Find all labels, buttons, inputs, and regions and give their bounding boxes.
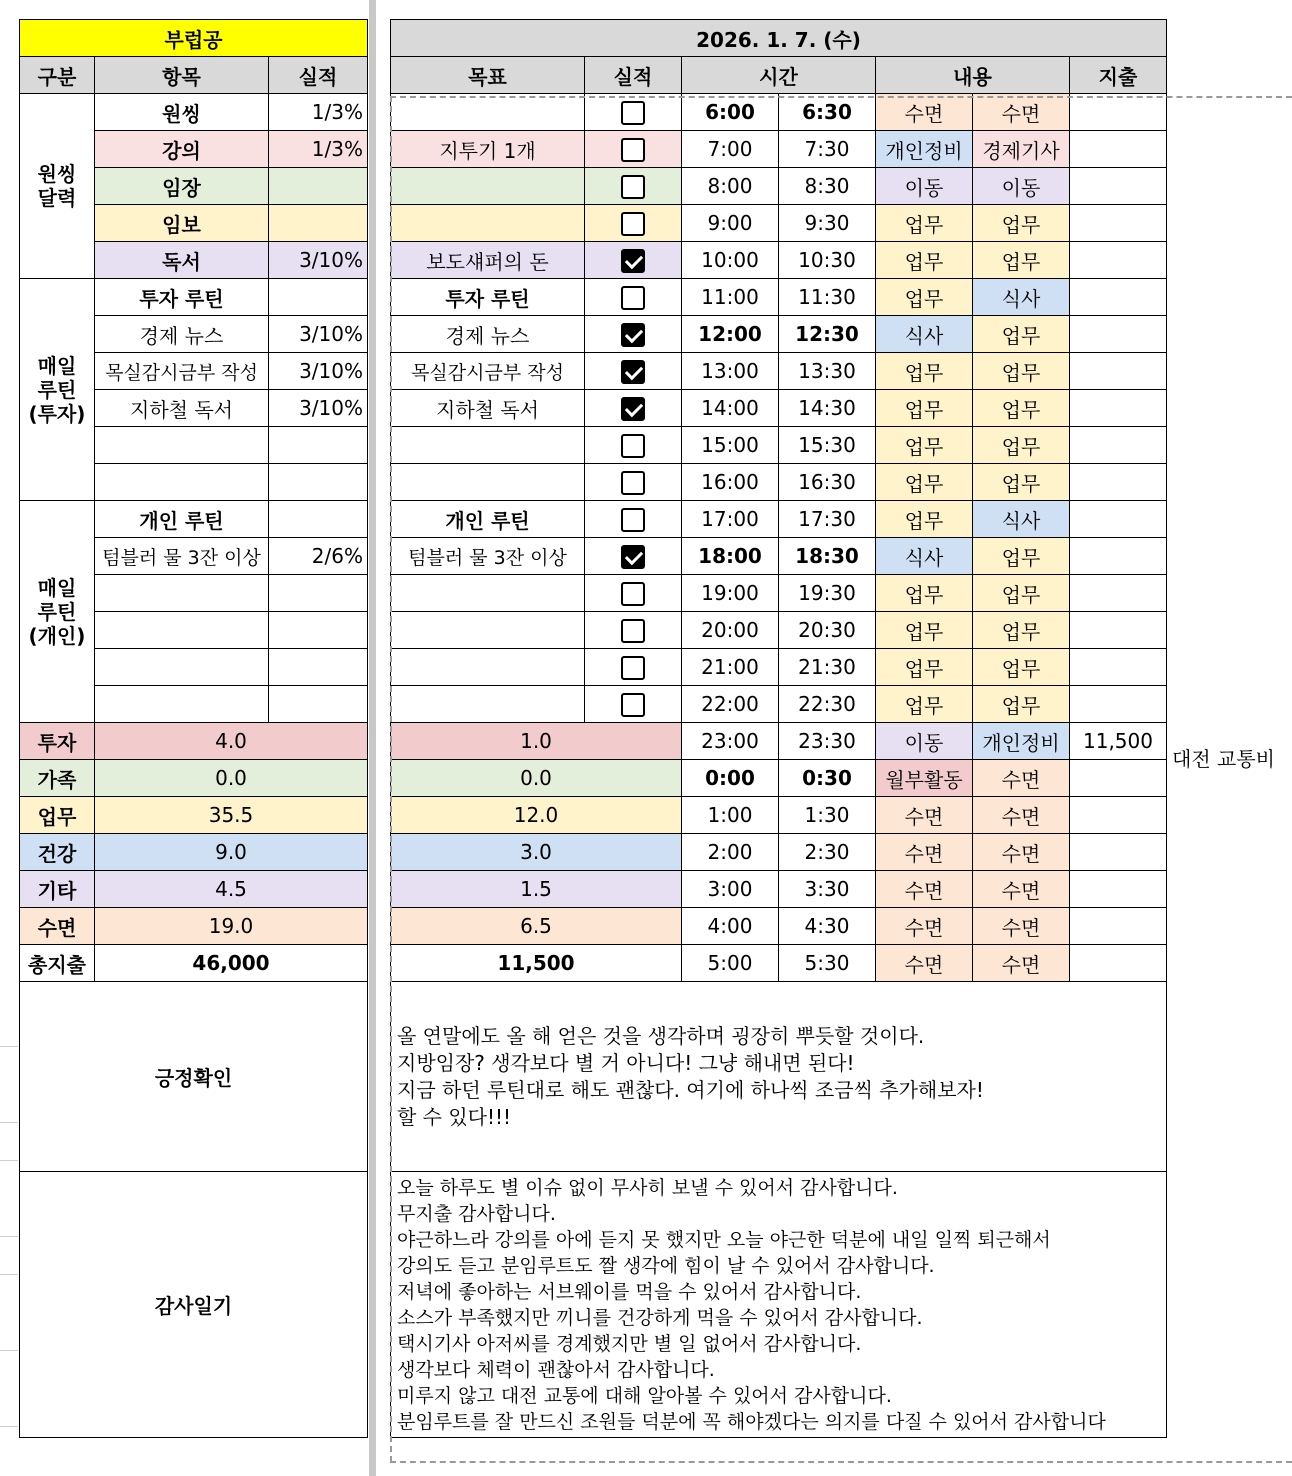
spend-cell[interactable] <box>1070 760 1167 797</box>
panel-separator <box>369 0 376 1476</box>
time-half-cell[interactable]: 18:30 <box>779 538 876 575</box>
spend-cell[interactable] <box>1070 316 1167 353</box>
time-half-cell[interactable]: 12:30 <box>779 316 876 353</box>
done-cell <box>585 390 682 427</box>
activity-cell[interactable]: 업무 <box>876 686 973 723</box>
unchecked-checkbox[interactable] <box>621 101 645 125</box>
result-cell[interactable] <box>269 575 368 612</box>
checked-checkbox[interactable] <box>621 249 645 273</box>
affirmation-line: 할 수 있다!!! <box>397 1104 512 1129</box>
summary-value-sleep[interactable]: 19.0 <box>95 908 368 945</box>
summary-value-family[interactable]: 0.0 <box>95 760 368 797</box>
goal-cell[interactable]: 목실감시금부 작성 <box>391 353 585 390</box>
goal-cell[interactable]: 1.0 <box>391 723 682 760</box>
gratitude-line: 야근하느라 강의를 아에 듣지 못 했지만 오늘 야근한 덕분에 내일 일찍 퇴근해서 <box>397 1228 1051 1251</box>
activity-cell[interactable]: 업무 <box>973 316 1070 353</box>
done-cell <box>585 612 682 649</box>
result-cell[interactable] <box>269 427 368 464</box>
header-time[interactable]: 시간 <box>682 57 876 94</box>
selection-border-bottom <box>390 1461 1292 1463</box>
time-start-cell[interactable]: 0:00 <box>682 760 779 797</box>
left-summary-panel <box>19 19 368 1438</box>
schedule-row <box>391 871 1167 908</box>
result-cell[interactable]: 3/10% <box>269 242 368 279</box>
time-half-cell[interactable]: 2:30 <box>779 834 876 871</box>
gratitude-label[interactable]: 감사일기 <box>20 1172 368 1438</box>
goal-cell[interactable]: 보도섀퍼의 돈 <box>391 242 585 279</box>
spend-cell[interactable] <box>1070 575 1167 612</box>
goal-cell[interactable]: 3.0 <box>391 834 682 871</box>
time-half-cell[interactable]: 1:30 <box>779 797 876 834</box>
checked-checkbox[interactable] <box>621 360 645 384</box>
summary-label-sleep[interactable]: 수면 <box>20 908 95 945</box>
activity-cell[interactable]: 업무 <box>973 390 1070 427</box>
spend-cell[interactable] <box>1070 501 1167 538</box>
sheet-gridline <box>0 1426 18 1427</box>
activity-cell[interactable]: 업무 <box>973 427 1070 464</box>
sheet-gridline <box>0 1046 18 1047</box>
item-cell[interactable]: 독서 <box>95 242 269 279</box>
goal-cell[interactable] <box>391 205 585 242</box>
activity-cell[interactable]: 수면 <box>973 945 1070 982</box>
spend-cell[interactable] <box>1070 797 1167 834</box>
goal-cell[interactable]: 지투기 1개 <box>391 131 585 168</box>
gratitude-line: 택시기사 아저씨를 경계했지만 별 일 없어서 감사합니다. <box>397 1332 862 1355</box>
header-item[interactable]: 항목 <box>95 57 269 94</box>
gratitude-line: 강의도 듣고 분임루트도 짤 생각에 힘이 날 수 있어서 감사합니다. <box>397 1254 935 1277</box>
time-start-cell[interactable]: 21:00 <box>682 649 779 686</box>
item-cell[interactable]: 목실감시금부 작성 <box>95 353 269 390</box>
schedule-row <box>391 390 1167 427</box>
activity-cell[interactable]: 수면 <box>876 797 973 834</box>
activity-cell[interactable]: 수면 <box>973 908 1070 945</box>
summary-value-health[interactable]: 9.0 <box>95 834 368 871</box>
time-half-cell[interactable]: 10:30 <box>779 242 876 279</box>
time-half-cell[interactable]: 13:30 <box>779 353 876 390</box>
schedule-row <box>391 501 1167 538</box>
activity-cell[interactable]: 업무 <box>876 353 973 390</box>
unchecked-checkbox[interactable] <box>621 619 645 643</box>
summary-value-etc[interactable]: 4.5 <box>95 871 368 908</box>
schedule-row <box>391 686 1167 723</box>
spend-cell[interactable] <box>1070 649 1167 686</box>
header-category[interactable]: 구분 <box>20 57 95 94</box>
goal-cell[interactable] <box>391 168 585 205</box>
time-half-cell[interactable]: 15:30 <box>779 427 876 464</box>
activity-cell[interactable]: 업무 <box>876 279 973 316</box>
result-cell[interactable]: 3/10% <box>269 390 368 427</box>
affirmation-line: 지금 하던 루틴대로 해도 괜찮다. 여기에 하나씩 조금씩 추가해보자! <box>397 1077 984 1102</box>
done-cell <box>585 205 682 242</box>
time-start-cell[interactable]: 5:00 <box>682 945 779 982</box>
activity-cell[interactable]: 업무 <box>876 649 973 686</box>
spend-cell[interactable]: 11,500 <box>1070 723 1167 760</box>
spend-cell[interactable] <box>1070 871 1167 908</box>
goal-cell[interactable]: 투자 루틴 <box>391 279 585 316</box>
activity-cell[interactable]: 수면 <box>973 834 1070 871</box>
done-cell <box>585 427 682 464</box>
gratitude-line: 생각보다 체력이 괜찮아서 감사합니다. <box>397 1358 715 1381</box>
activity-cell[interactable]: 개인정비 <box>876 131 973 168</box>
activity-cell[interactable]: 수면 <box>973 94 1070 131</box>
activity-cell[interactable]: 업무 <box>876 242 973 279</box>
spend-cell[interactable] <box>1070 945 1167 982</box>
time-start-cell[interactable]: 10:00 <box>682 242 779 279</box>
gratitude-line: 오늘 하루도 별 이슈 없이 무사히 보낼 수 있어서 감사합니다. <box>397 1176 898 1199</box>
activity-cell[interactable]: 업무 <box>973 538 1070 575</box>
done-cell <box>585 94 682 131</box>
item-cell[interactable] <box>95 464 269 501</box>
time-start-cell[interactable]: 9:00 <box>682 205 779 242</box>
spend-cell[interactable] <box>1070 427 1167 464</box>
schedule-row <box>391 464 1167 501</box>
sheet-gridline <box>0 1274 18 1275</box>
activity-cell[interactable]: 업무 <box>973 464 1070 501</box>
result-cell[interactable] <box>269 501 368 538</box>
item-cell[interactable]: 임장 <box>95 168 269 205</box>
item-cell[interactable] <box>95 575 269 612</box>
time-start-cell[interactable]: 11:00 <box>682 279 779 316</box>
unchecked-checkbox[interactable] <box>621 138 645 162</box>
affirmation-line: 올 연말에도 올 해 얻은 것을 생각하며 굉장히 뿌듯할 것이다. <box>397 1023 925 1048</box>
result-cell[interactable]: 3/10% <box>269 353 368 390</box>
time-half-cell[interactable]: 3:30 <box>779 871 876 908</box>
item-cell[interactable]: 투자 루틴 <box>95 279 269 316</box>
done-cell <box>585 538 682 575</box>
time-start-cell[interactable]: 12:00 <box>682 316 779 353</box>
unchecked-checkbox[interactable] <box>621 286 645 310</box>
activity-cell[interactable]: 업무 <box>876 427 973 464</box>
time-start-cell[interactable]: 13:00 <box>682 353 779 390</box>
time-half-cell[interactable]: 17:30 <box>779 501 876 538</box>
time-half-cell[interactable]: 4:30 <box>779 908 876 945</box>
time-half-cell[interactable]: 16:30 <box>779 464 876 501</box>
summary-label-etc[interactable]: 기타 <box>20 871 95 908</box>
done-cell <box>585 131 682 168</box>
result-cell[interactable]: 1/3% <box>269 131 368 168</box>
schedule-row <box>391 538 1167 575</box>
activity-cell[interactable]: 수면 <box>876 94 973 131</box>
schedule-row <box>391 94 1167 131</box>
group-daily-routine-invest[interactable]: 매일 루틴 (투자) <box>20 279 95 501</box>
done-cell <box>585 316 682 353</box>
activity-cell[interactable]: 식사 <box>876 316 973 353</box>
sheet-gridline <box>0 1236 18 1237</box>
goal-cell[interactable]: 텀블러 물 3잔 이상 <box>391 538 585 575</box>
time-half-cell[interactable]: 23:30 <box>779 723 876 760</box>
activity-cell[interactable]: 수면 <box>876 834 973 871</box>
goal-cell[interactable]: 경제 뉴스 <box>391 316 585 353</box>
time-start-cell[interactable]: 17:00 <box>682 501 779 538</box>
schedule-row <box>391 760 1167 797</box>
unchecked-checkbox[interactable] <box>621 508 645 532</box>
time-start-cell[interactable]: 6:00 <box>682 94 779 131</box>
done-cell <box>585 575 682 612</box>
spend-cell[interactable] <box>1070 131 1167 168</box>
schedule-row <box>391 316 1167 353</box>
done-cell <box>585 649 682 686</box>
schedule-row <box>391 279 1167 316</box>
result-cell[interactable] <box>269 612 368 649</box>
spend-cell[interactable] <box>1070 205 1167 242</box>
schedule-row <box>391 723 1167 760</box>
schedule-row <box>391 612 1167 649</box>
goal-cell[interactable]: 1.5 <box>391 871 682 908</box>
spend-cell[interactable] <box>1070 834 1167 871</box>
unchecked-checkbox[interactable] <box>621 582 645 606</box>
activity-cell[interactable]: 식사 <box>973 279 1070 316</box>
done-cell <box>585 279 682 316</box>
gratitude-line: 소스가 부족했지만 끼니를 건강하게 먹을 수 있어서 감사합니다. <box>397 1306 923 1329</box>
goal-cell[interactable] <box>391 94 585 131</box>
item-cell[interactable]: 지하철 독서 <box>95 390 269 427</box>
activity-cell[interactable]: 업무 <box>876 575 973 612</box>
time-start-cell[interactable]: 1:00 <box>682 797 779 834</box>
group-onething-calendar[interactable]: 원씽 달력 <box>20 94 95 279</box>
result-cell[interactable]: 2/6% <box>269 538 368 575</box>
activity-cell[interactable]: 업무 <box>876 612 973 649</box>
summary-label-health[interactable]: 건강 <box>20 834 95 871</box>
gratitude-line: 분임루트를 잘 만드신 조원들 덕분에 꼭 해야겠다는 의지를 다질 수 있어서 감사합니다 <box>397 1410 1106 1433</box>
summary-label-work[interactable]: 업무 <box>20 797 95 834</box>
sheet-gridline <box>0 1122 18 1123</box>
activity-cell[interactable]: 업무 <box>973 205 1070 242</box>
activity-cell[interactable]: 업무 <box>973 353 1070 390</box>
spend-cell[interactable] <box>1070 908 1167 945</box>
time-half-cell[interactable]: 7:30 <box>779 131 876 168</box>
schedule-row <box>391 131 1167 168</box>
schedule-row <box>391 168 1167 205</box>
sheet-gridline <box>0 1350 18 1351</box>
schedule-row <box>391 945 1167 982</box>
item-cell[interactable] <box>95 686 269 723</box>
left-title[interactable]: 부럽공 <box>20 20 368 57</box>
goal-cell[interactable]: 개인 루틴 <box>391 501 585 538</box>
time-start-cell[interactable]: 7:00 <box>682 131 779 168</box>
result-cell[interactable] <box>269 464 368 501</box>
item-cell[interactable]: 텀블러 물 3잔 이상 <box>95 538 269 575</box>
time-start-cell[interactable]: 20:00 <box>682 612 779 649</box>
goal-cell[interactable]: 12.0 <box>391 797 682 834</box>
item-cell[interactable]: 임보 <box>95 205 269 242</box>
item-cell[interactable]: 원씽 <box>95 94 269 131</box>
item-cell[interactable]: 경제 뉴스 <box>95 316 269 353</box>
selection-border-left <box>390 96 392 1462</box>
goal-cell[interactable] <box>391 427 585 464</box>
time-start-cell[interactable]: 22:00 <box>682 686 779 723</box>
summary-label-invest[interactable]: 투자 <box>20 723 95 760</box>
activity-cell[interactable]: 이동 <box>973 168 1070 205</box>
checked-checkbox[interactable] <box>621 397 645 421</box>
header-spend[interactable]: 지출 <box>1070 57 1167 94</box>
unchecked-checkbox[interactable] <box>621 693 645 717</box>
spend-cell[interactable] <box>1070 279 1167 316</box>
activity-cell[interactable]: 업무 <box>876 464 973 501</box>
date-header[interactable]: 2026. 1. 7. (수) <box>391 20 1167 57</box>
activity-cell[interactable]: 업무 <box>973 686 1070 723</box>
schedule-row <box>391 834 1167 871</box>
done-cell <box>585 242 682 279</box>
spend-side-note[interactable]: 대전 교통비 <box>1172 747 1275 771</box>
schedule-row <box>391 575 1167 612</box>
schedule-row <box>391 353 1167 390</box>
header-content[interactable]: 내용 <box>876 57 1070 94</box>
activity-cell[interactable]: 업무 <box>973 242 1070 279</box>
spend-cell[interactable] <box>1070 612 1167 649</box>
activity-cell[interactable]: 수면 <box>876 871 973 908</box>
spend-cell[interactable] <box>1070 353 1167 390</box>
goal-cell[interactable]: 0.0 <box>391 760 682 797</box>
header-done[interactable]: 실적 <box>585 57 682 94</box>
unchecked-checkbox[interactable] <box>621 212 645 236</box>
goal-cell[interactable]: 11,500 <box>391 945 682 982</box>
schedule-row <box>391 242 1167 279</box>
time-half-cell[interactable]: 14:30 <box>779 390 876 427</box>
activity-cell[interactable]: 수면 <box>973 871 1070 908</box>
activity-cell[interactable]: 업무 <box>876 390 973 427</box>
right-schedule-table <box>390 19 1167 1438</box>
header-goal[interactable]: 목표 <box>391 57 585 94</box>
spend-cell[interactable] <box>1070 538 1167 575</box>
result-cell[interactable]: 1/3% <box>269 94 368 131</box>
summary-value-invest[interactable]: 4.0 <box>95 723 368 760</box>
unchecked-checkbox[interactable] <box>621 175 645 199</box>
activity-cell[interactable]: 식사 <box>973 501 1070 538</box>
group-daily-routine-personal[interactable]: 매일 루틴 (개인) <box>20 501 95 723</box>
time-start-cell[interactable]: 15:00 <box>682 427 779 464</box>
gratitude-line: 미루지 않고 대전 교통에 대해 알아볼 수 있어서 감사합니다. <box>397 1384 892 1407</box>
activity-cell[interactable]: 수면 <box>876 908 973 945</box>
time-start-cell[interactable]: 2:00 <box>682 834 779 871</box>
time-start-cell[interactable]: 19:00 <box>682 575 779 612</box>
spend-cell[interactable] <box>1070 94 1167 131</box>
unchecked-checkbox[interactable] <box>621 656 645 680</box>
gratitude-text[interactable] <box>391 1172 1167 1438</box>
goal-cell[interactable] <box>391 464 585 501</box>
checked-checkbox[interactable] <box>621 323 645 347</box>
activity-cell[interactable]: 업무 <box>876 501 973 538</box>
time-half-cell[interactable]: 20:30 <box>779 612 876 649</box>
time-half-cell[interactable]: 8:30 <box>779 168 876 205</box>
time-start-cell[interactable]: 14:00 <box>682 390 779 427</box>
goal-cell[interactable]: 6.5 <box>391 908 682 945</box>
goal-cell[interactable] <box>391 686 585 723</box>
time-half-cell[interactable]: 5:30 <box>779 945 876 982</box>
checked-checkbox[interactable] <box>621 545 645 569</box>
activity-cell[interactable]: 월부활동 <box>876 760 973 797</box>
done-cell <box>585 353 682 390</box>
spend-cell[interactable] <box>1070 390 1167 427</box>
goal-cell[interactable] <box>391 612 585 649</box>
result-cell[interactable] <box>269 686 368 723</box>
sheet-gridline <box>0 1160 18 1161</box>
time-start-cell[interactable]: 3:00 <box>682 871 779 908</box>
schedule-row <box>391 427 1167 464</box>
item-cell[interactable] <box>95 427 269 464</box>
selection-border-top <box>390 96 1292 98</box>
result-cell[interactable] <box>269 649 368 686</box>
gratitude-line: 저녁에 좋아하는 서브웨이를 먹을 수 있어서 감사합니다. <box>397 1280 862 1303</box>
time-half-cell[interactable]: 22:30 <box>779 686 876 723</box>
activity-cell[interactable]: 수면 <box>973 760 1070 797</box>
done-cell <box>585 686 682 723</box>
result-cell[interactable] <box>269 168 368 205</box>
time-start-cell[interactable]: 4:00 <box>682 908 779 945</box>
time-start-cell[interactable]: 8:00 <box>682 168 779 205</box>
activity-cell[interactable]: 업무 <box>973 575 1070 612</box>
summary-label-total-spend[interactable]: 총지출 <box>20 945 95 982</box>
summary-value-total-spend[interactable]: 46,000 <box>95 945 368 982</box>
activity-cell[interactable]: 식사 <box>876 538 973 575</box>
affirmation-line: 지방임장? 생각보다 별 거 아니다! 그냥 해내면 된다! <box>397 1050 855 1075</box>
activity-cell[interactable]: 경제기사 <box>973 131 1070 168</box>
done-cell <box>585 501 682 538</box>
goal-cell[interactable] <box>391 575 585 612</box>
schedule-row <box>391 908 1167 945</box>
time-half-cell[interactable]: 0:30 <box>779 760 876 797</box>
schedule-row <box>391 649 1167 686</box>
result-cell[interactable] <box>269 279 368 316</box>
time-start-cell[interactable]: 18:00 <box>682 538 779 575</box>
activity-cell[interactable]: 업무 <box>876 205 973 242</box>
result-cell[interactable]: 3/10% <box>269 316 368 353</box>
summary-value-work[interactable]: 35.5 <box>95 797 368 834</box>
done-cell <box>585 168 682 205</box>
header-result[interactable]: 실적 <box>269 57 368 94</box>
spend-cell[interactable] <box>1070 242 1167 279</box>
activity-cell[interactable]: 업무 <box>973 612 1070 649</box>
time-half-cell[interactable]: 21:30 <box>779 649 876 686</box>
time-half-cell[interactable]: 11:30 <box>779 279 876 316</box>
time-half-cell[interactable]: 9:30 <box>779 205 876 242</box>
summary-label-family[interactable]: 가족 <box>20 760 95 797</box>
spend-cell[interactable] <box>1070 686 1167 723</box>
activity-cell[interactable]: 이동 <box>876 723 973 760</box>
unchecked-checkbox[interactable] <box>621 471 645 495</box>
activity-cell[interactable]: 수면 <box>876 945 973 982</box>
goal-cell[interactable]: 지하철 독서 <box>391 390 585 427</box>
goal-cell[interactable] <box>391 649 585 686</box>
activity-cell[interactable]: 수면 <box>973 797 1070 834</box>
activity-cell[interactable]: 업무 <box>973 649 1070 686</box>
activity-cell[interactable]: 개인정비 <box>973 723 1070 760</box>
item-cell[interactable] <box>95 649 269 686</box>
activity-cell[interactable]: 이동 <box>876 168 973 205</box>
item-cell[interactable]: 강의 <box>95 131 269 168</box>
left-summary-table <box>19 19 368 1438</box>
gratitude-line: 무지출 감사합니다. <box>397 1202 556 1225</box>
result-cell[interactable] <box>269 205 368 242</box>
item-cell[interactable]: 개인 루틴 <box>95 501 269 538</box>
time-half-cell[interactable]: 19:30 <box>779 575 876 612</box>
time-start-cell[interactable]: 23:00 <box>682 723 779 760</box>
time-half-cell[interactable]: 6:30 <box>779 94 876 131</box>
right-schedule-panel <box>390 19 1167 1438</box>
affirmation-label[interactable]: 긍정확인 <box>20 982 368 1172</box>
spend-cell[interactable] <box>1070 168 1167 205</box>
schedule-row <box>391 797 1167 834</box>
unchecked-checkbox[interactable] <box>621 434 645 458</box>
item-cell[interactable] <box>95 612 269 649</box>
done-cell <box>585 464 682 501</box>
affirmation-text[interactable] <box>391 982 1167 1172</box>
spend-cell[interactable] <box>1070 464 1167 501</box>
schedule-row <box>391 205 1167 242</box>
time-start-cell[interactable]: 16:00 <box>682 464 779 501</box>
